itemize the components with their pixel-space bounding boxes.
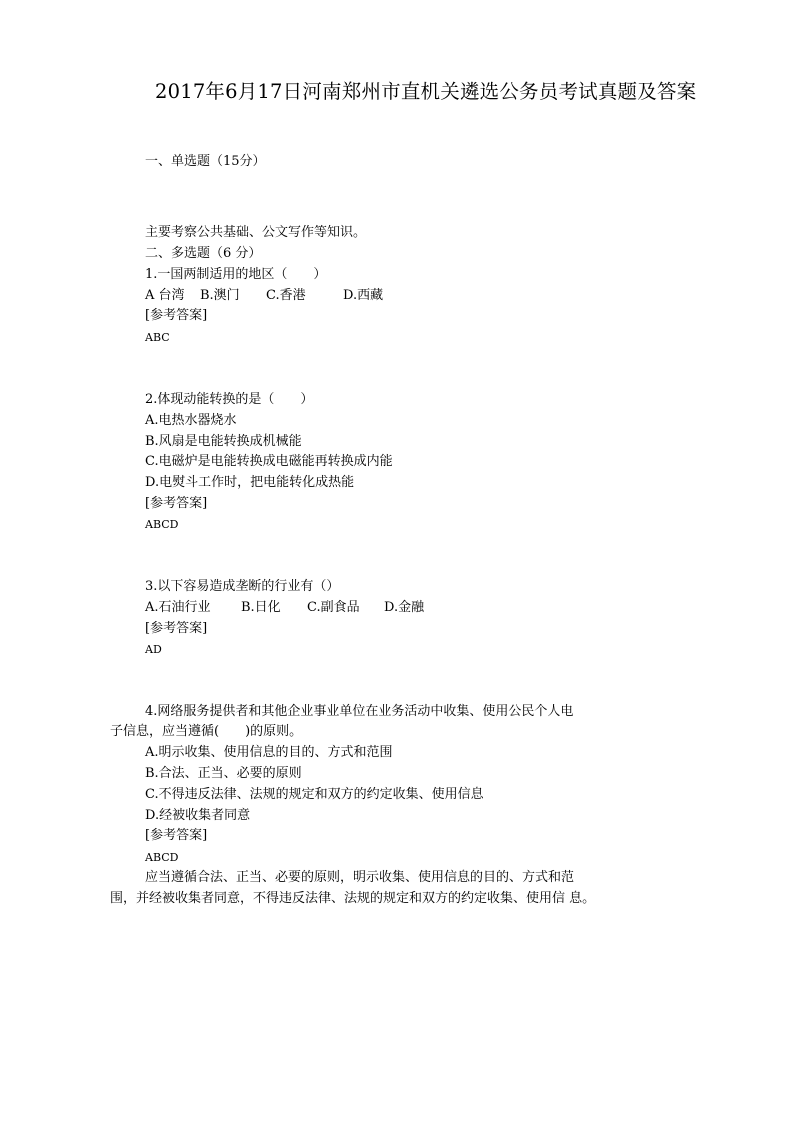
option-b: B.澳门 <box>200 288 240 303</box>
question-4-option-a: A.明示收集、使用信息的目的、方式和范围 <box>145 745 393 760</box>
question-2-option-c: C.电磁炉是电能转换成电磁能再转换成内能 <box>145 454 393 469</box>
question-3-options <box>145 598 424 618</box>
option-c: C.副食品 <box>307 600 360 615</box>
section-heading-multi-choice: 二、多选题（6 分） <box>145 246 262 261</box>
question-1-answer: ABC <box>145 331 170 344</box>
question-4-stem-line-1: 4.网络服务提供者和其他企业事业单位在业务活动中收集、使用公民个人电 <box>145 704 574 719</box>
question-4-answer: ABCD <box>145 851 179 864</box>
option-b: B.日化 <box>241 600 281 615</box>
question-2-option-a: A.电热水器烧水 <box>145 413 237 428</box>
reference-answer-label: [参考答案] <box>145 496 208 511</box>
reference-answer-label: [参考答案] <box>145 308 208 323</box>
option-c: C.香港 <box>266 288 306 303</box>
question-1-stem: 1.一国两制适用的地区（ ） <box>145 267 327 282</box>
question-4-option-b: B.合法、正当、必要的原则 <box>145 766 302 781</box>
reference-answer-label: [参考答案] <box>145 621 208 636</box>
option-d: D.西藏 <box>343 288 384 303</box>
question-2-stem: 2.体现动能转换的是（ ） <box>145 392 314 407</box>
question-2-answer: ABCD <box>145 518 179 531</box>
question-4-option-c: C.不得违反法律、法规的规定和双方的约定收集、使用信息 <box>145 787 484 802</box>
question-4-explanation-line-1: 应当遵循合法、正当、必要的原则，明示收集、使用信息的目的、方式和范 <box>145 870 575 885</box>
reference-answer-label: [参考答案] <box>145 828 208 843</box>
section-heading-single-choice: 一、单选题（15分） <box>145 154 266 169</box>
option-d: D.金融 <box>384 600 425 615</box>
question-1-options <box>145 286 383 306</box>
question-4-stem-line-2: 子信息，应当遵循( )的原则。 <box>110 724 303 739</box>
question-2-option-d: D.电熨斗工作时，把电能转化成热能 <box>145 475 355 490</box>
intro-text: 主要考察公共基础、公文写作等知识。 <box>145 225 367 240</box>
question-3-answer: AD <box>145 643 162 656</box>
question-2-option-b: B.风扇是电能转换成机械能 <box>145 434 302 449</box>
option-a: A 台湾 <box>145 288 185 303</box>
question-4-option-d: D.经被收集者同意 <box>145 808 251 823</box>
option-a: A.石油行业 <box>145 600 211 615</box>
page-title: 2017年6月17日河南郑州市直机关遴选公务员考试真题及答案 <box>155 80 697 103</box>
question-3-stem: 3.以下容易造成垄断的行业有（） <box>145 579 340 594</box>
question-4-explanation-line-2: 围，并经被收集者同意，不得违反法律、法规的规定和双方的约定收集、使用信 息。 <box>110 891 596 906</box>
